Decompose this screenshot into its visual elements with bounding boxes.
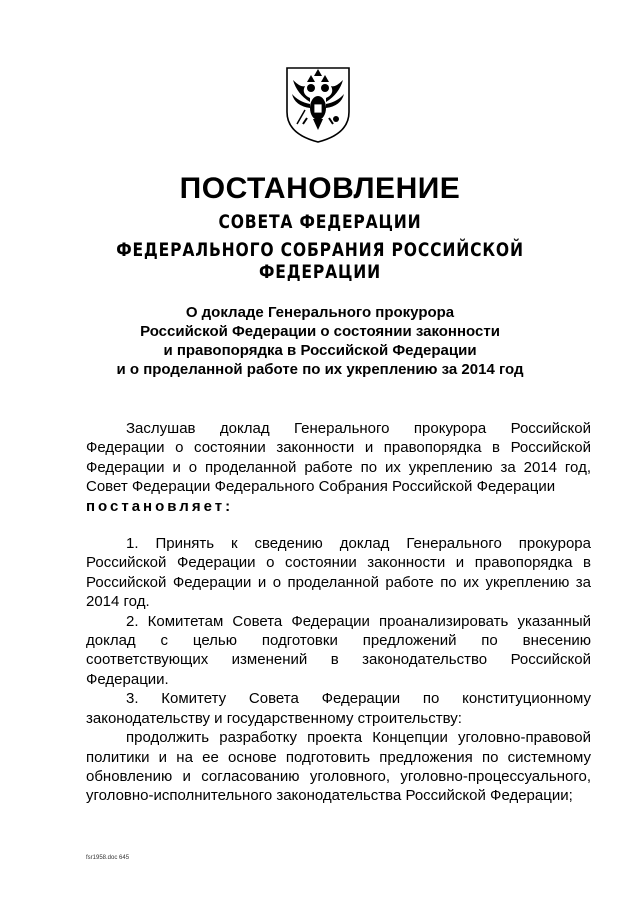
document-title: ПОСТАНОВЛЕНИЕ — [179, 172, 461, 205]
item-3-paragraph: 3. Комитету Совета Федерации по конституционному законодательству и государственному строительству: — [86, 690, 591, 727]
item-1-paragraph: 1. Принять к сведению доклад Генерального прокурора Российской Федерации о состоянии законности и правопорядка в Российской Федерации и о проделанной работе по их укреплению за 2014 год. — [86, 535, 591, 611]
item-3a-paragraph: продолжить разработку проекта Концепции уголовно-правовой политики и на ее основе подготовить предложения по системному обновлению и согласованию уголовного, уголовно-процессуального, уголовно-исполнительного законодательства Российской Федерации; — [86, 729, 591, 805]
intro-paragraph: Заслушав доклад Генерального прокурора Российской Федерации о состоянии законности и правопорядка в Российской Федерации и о проделанной работе по их укреплению за 2014 год, Совет Федерации Федерального Собрания Российской Федерации — [86, 420, 591, 496]
resolves-text: постановляет: — [86, 497, 234, 515]
document-subtitle-line2: ФЕДЕРАЛЬНОГО СОБРАНИЯ РОССИЙСКОЙ ФЕДЕРАЦИИ — [116, 239, 524, 283]
heading-line: Российской Федерации о состоянии законности — [140, 323, 500, 340]
coat-of-arms-emblem — [283, 64, 353, 144]
double-headed-eagle-icon — [283, 64, 353, 144]
heading-line: и правопорядка в Российской Федерации — [163, 342, 477, 359]
resolution-heading — [0, 303, 640, 379]
document-reference: fsr1958.doc 645 — [86, 855, 130, 861]
heading-line: и о проделанной работе по их укреплению за 2014 год — [116, 361, 524, 378]
resolves-word — [86, 497, 591, 516]
item-2-paragraph: 2. Комитетам Совета Федерации проанализировать указанный доклад с целью подготовки предложений по внесению соответствующих изменений в законодательство Российской Федерации. — [86, 612, 591, 688]
resolution-body — [86, 419, 591, 806]
document-subtitle-line1: СОВЕТА ФЕДЕРАЦИИ — [218, 211, 422, 233]
heading-line: О докладе Генерального прокурора — [185, 304, 455, 321]
